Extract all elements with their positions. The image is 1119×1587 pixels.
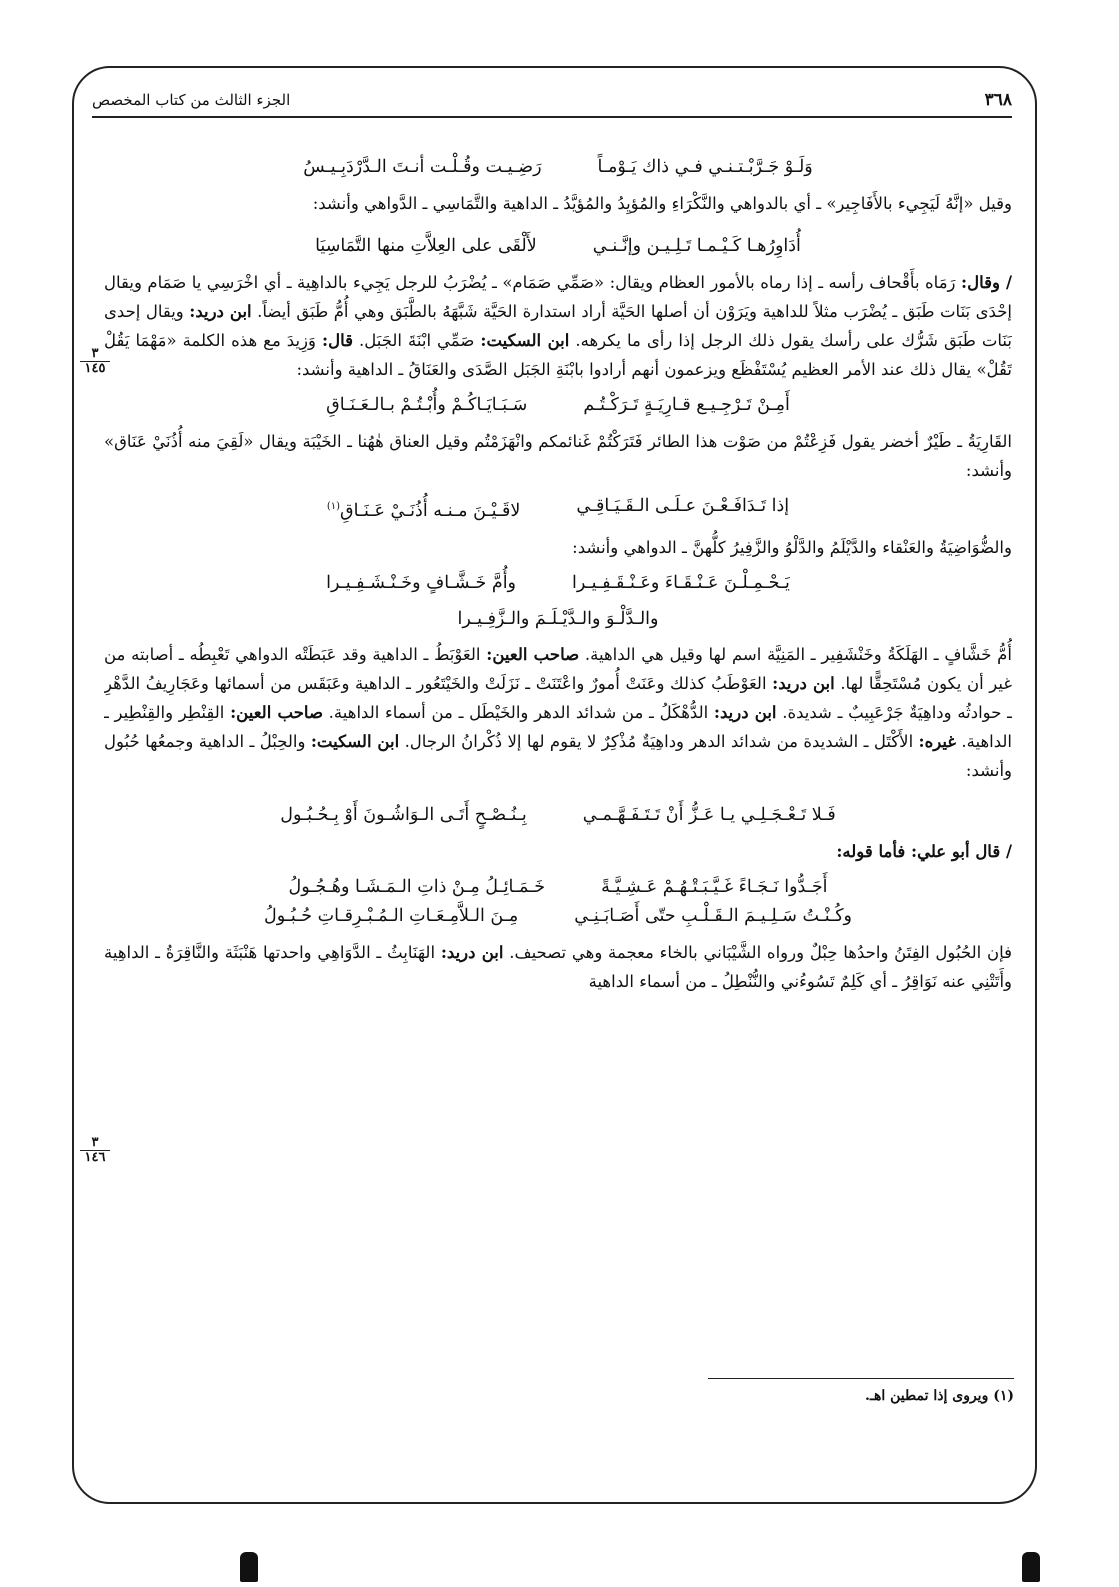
footnote-ref: (١)	[326, 501, 341, 512]
speaker-label: ابن دريد:	[713, 702, 777, 722]
scan-blot	[240, 1552, 258, 1582]
paragraph: أُمُّ خَشَّافٍ ـ الهَلَكَةُ وخَنْشَفِير ـ المَنِيَّة اسم لها وقيل هي الداهية. صاحب العين: العَوْبَطُ ـ الداهية وقد عَبَطَتْه الدواهي تَعْبِطُه ـ أصابته من غير أن يكون مُسْتَحِقًّا لها. ابن دريد: العَوْطَبُ كذلك وعَنَتْ أُمورٌ واعْتَنَتْ ـ نَزَلَتْ والخَيْتَعُور ـ الداهية وعَبَقَس من أسمائها وعَجَارِيفُ الدَّهْرِ ـ حوادثُه وداهِيَةٌ جَرْعَبِيبٌ ـ شديدة. ابن دريد: الدُّهْكَلُ ـ من شدائد الدهر والخَيْطَل ـ من أسماء الداهية. صاحب العين: القِنْطِر والقِنْطِير ـ الداهية. غيره: الأَكْتَل ـ الشديدة من شدائد الدهر وداهِيَةٌ مُذْكِرٌ لا يقوم لها إلا ذُكْرانُ الرجال. ابن السكيت: والحِبْلُ ـ الداهية وجمعُها حُبُول وأنشد:	[104, 644, 1012, 780]
margin-marker: ٣ ١٤٦	[80, 1136, 110, 1165]
speaker-label: صاحب العين:	[230, 702, 323, 722]
paragraph: والضُّوَاضِيَةُ والعَنْقاء والدَّيْلَمُ والدَّلْوُ والزَّفِيرُ كلُّهنَّ ـ الدواهي وأنشد:	[572, 537, 1012, 557]
verse-line	[104, 153, 1012, 182]
hemistich: لأَلْقَى على العِلاَّتِ منها التَّمَاسِيَا	[315, 236, 537, 256]
hemistich: أَجَـدُّوا نَـجَـاءً غَـيَّـبَـتْـهُـمْ عَـشِـيَّـةً	[601, 876, 828, 897]
scan-blot	[1022, 1552, 1040, 1582]
hemistich: أُدَاوِرُهـا كَـيْـمـا تَـلِـيـن وإنَّـنـي	[592, 236, 801, 256]
page-number: ٣٦٨	[984, 90, 1012, 110]
hemistich: مِـنَ الـلاَّمِـعَـاتِ الـمُـبْـرِقـاتِ حُـبُـولُ	[264, 905, 519, 926]
verse-line	[104, 873, 1012, 902]
footnote	[865, 1388, 1014, 1404]
paragraph: القَارِيَةُ ـ طَيْرٌ أخضر يقول فَزِعْتُمْ من صَوْت هذا الطائر فَتَرَكْتُمْ غَنائمكم وانْهَزَمْتُم وقيل العناق هٰهُنا ـ الخَيْبَة ويقال «لَقِيَ منه أُذُنَيْ عَنَاق» وأنشد:	[104, 432, 1012, 480]
footnote-rule	[708, 1378, 1014, 1379]
speaker-label: ابن دريد:	[440, 942, 504, 962]
hemistich: وَلَـوْ جَـرَّبْـتـنـي فـي ذاك يَـوْمـاً	[597, 157, 813, 177]
speaker-label: غيره:	[918, 731, 956, 751]
speaker-label: / وقال:	[961, 273, 1012, 292]
verse-line	[104, 902, 1012, 931]
paragraph: / قال أبو علي: فأما قوله:	[836, 841, 1012, 861]
footnote-number: (١)	[993, 1388, 1014, 1404]
hemistich: إذا تَـدَافَـعْـنَ عـلَـى الـقَـيَـاقِـي	[576, 496, 790, 516]
book-title: الجزء الثالث من كتاب المخصص	[92, 91, 291, 109]
running-header	[92, 84, 1012, 118]
margin-marker: ٣ ١٤٥	[80, 347, 110, 376]
paragraph: وقيل «إنَّهُ لَيَجِيء بالأَفَاجِير» ـ أي بالدواهي والنَّكْرَاءِ والمُؤيِدُ والمُؤيَّدُ ـ الداهية والتَّمَاسِي ـ الدَّواهي وأنشد:	[312, 194, 1012, 213]
hemistich: فَـلا تَـعْـجَـلِـي يـا عَـزُّ أَنْ تَـتَـفَـهَّـمـي	[582, 804, 836, 825]
hemistich: رَضِـيـت وقُـلْـت أنـتَ الـدَّرْدَبِـيـسُ	[303, 157, 542, 177]
hemistich: وأُمَّ خَـشَّـافٍ وخَـنْـشَـفِـيـرا	[326, 572, 517, 593]
hemistich: وكُـنْـتُ سَـلِـيـمَ الـقَـلْـبِ حتّى أَصَـابَـنِـي	[574, 905, 852, 926]
verse-line	[104, 801, 1012, 830]
footnote-text: ويروى إذا تمطين اهـ.	[865, 1388, 989, 1404]
hemistich: سَـبَـايَـاكُـمْ وأُبْـتُـمْ بـالـعَـنَـاقِ	[326, 395, 528, 415]
verse-line: والـدَّلْـوَ والـدَّيْـلَـمَ والـزَّفِـيـرا	[457, 608, 659, 629]
verse-line	[104, 391, 1012, 420]
hemistich: يَـحْـمِـلْـنَ عَـنْـقَـاءَ وعَـنْـقَـفِـيـرا	[572, 572, 790, 593]
paragraph: فإن الحُبُول الفِتَنُ واحدُها حِبْلٌ ورواه الشَّيْبَاني بالخاء معجمة وهي تصحيف. ابن دريد: الهَنَابِثُ ـ الدَّوَاهِي واحدتها هَنْبَثَة والنَّاقِرَةُ ـ الداهِية وأَتَتْنِي عنه نَوَاقِرُ ـ أي كَلِمٌ تَسُوءُني والنُّنْطِلُ ـ من أسماء الداهية	[104, 942, 1012, 991]
hemistich: خَـمَـائِـلُ مِـنْ ذاتِ الـمَـشَـا وهُـجُـولُ	[288, 876, 546, 897]
hemistich: لاقَـيْـنَ مـنـه أُذُنَـيْ عَـنَـاقِ$^{(١)}$	[326, 500, 521, 521]
speaker-label: ابن دريد:	[772, 673, 835, 693]
speaker-label: صاحب العين:	[486, 644, 580, 664]
page-body	[104, 146, 1012, 1296]
hemistich: أَمِـنْ تَـرْجِـيـع قـارِيَـةٍ تَـرَكْـتُـم	[583, 395, 790, 415]
speaker-label: قال:	[322, 331, 354, 350]
paragraph: / وقال: رَمَاه بأَقْحاف رأسه ـ إذا رماه بالأمور العظام ويقال: «صَمِّي صَمَام» ـ يُضْرَبُ للرجل يَجِيء بالداهِية ـ أي اخْرَسِي يا صَمَام ويقال إحْدَى بَنَات طَبَق ـ يُضْرَب مثلاً للداهية ويَرَوْن أن أصلها الحَيَّة أراد استدارة الحَيَّة شَبَّهَهُ بالطَّبَق وهي أُمُّ طَبَق أيضاً. ابن دريد: ويقال إحدى بَنَات طَبَق شَرُّك على رأسك يقول ذلك الرجل إذا رأى ما يكرهه. ابن السكيت: صَمِّي ابْنَةَ الجَبَل. قال: وَزِيدَ مع هذه الكلمة «مَهْمَا يَقُلْ تَقُلْ» يقال ذلك عند الأمر العظيم يُسْتَفْظَع ويزعمون أنهم أرادوا بابْنَةِ الجَبَل الصَّدَى والعَنَاقُ ـ الداهية وأنشد:	[104, 273, 1012, 379]
speaker-label: ابن السكيت:	[480, 331, 570, 350]
speaker-label: ابن دريد:	[189, 302, 252, 321]
verse-line	[104, 492, 1012, 526]
hemistich: بِـنُـصْـحٍ أَتَـى الـوَاشُـونَ أَوْ بِـحُـبُـول	[280, 804, 527, 825]
speaker-label: ابن السكيت:	[310, 731, 400, 751]
verse-line	[104, 232, 1012, 261]
verse-line	[104, 569, 1012, 598]
